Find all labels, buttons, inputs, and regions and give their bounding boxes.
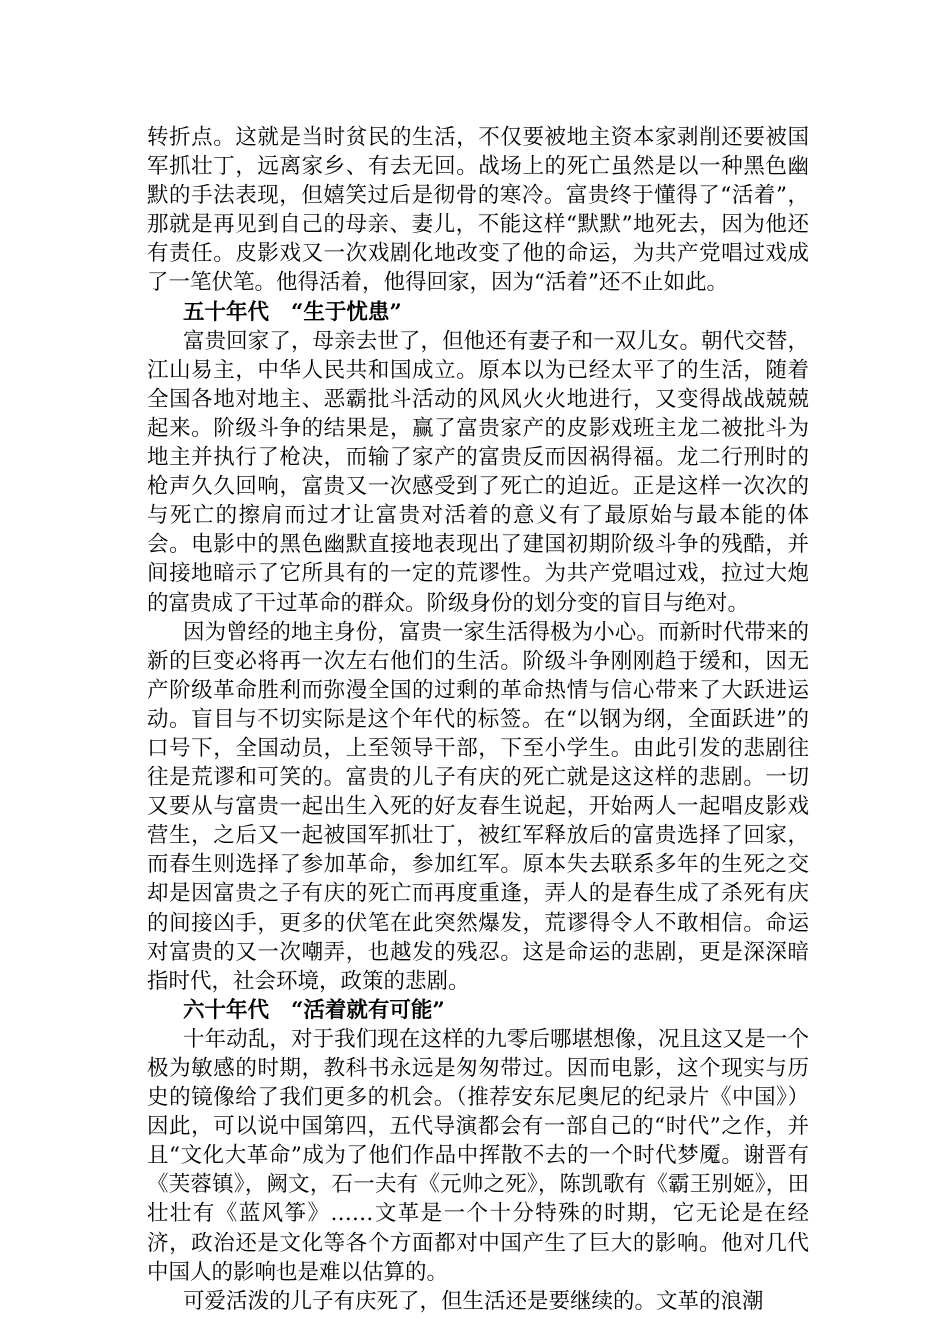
heading-decade: 六十年代 — [183, 997, 270, 1023]
heading-decade: 五十年代 — [183, 299, 270, 325]
paragraph: 富贵回家了，母亲去世了，但他还有妻子和一双儿女。朝代交替，江山易主，中华人民共和国成立。原本以为已经太平了的生活，随着全国各地对地主、恶霸批斗活动的风风火火地进行，又变得战战兢兢起来。阶级斗争的结果是，赢了富贵家产的皮影戏班主龙二被批斗为地主并执行了枪决，而输了家产的富贵反而因祸得福。龙二行刑时的枪声久久回响，富贵又一次感受到了死亡的迫近。正是这样一次次的与死亡的擦肩而过才让富贵对活着的意义有了最原始与最本能的体会。电影中的黑色幽默直接地表现出了建国初期阶级斗争的残酷，并间接地暗示了它所具有的一定的荒谬性。为共产党唱过戏，拉过大炮的富贵成了干过革命的群众。阶级身份的划分变的盲目与绝对。 — [147, 328, 809, 616]
section-heading-sixties — [147, 996, 809, 1025]
paragraph: 十年动乱，对于我们现在这样的九零后哪堪想像，况且这又是一个极为敏感的时期，教科书永远是匆匆带过。因而电影，这个现实与历史的镜像给了我们更多的机会。（推荐安东尼奥尼的纪录片《中国》）因此，可以说中国第四，五代导演都会有一部自己的“时代”之作，并且“文化大革命”成为了他们作品中挥散不去的一个时代梦魇。谢晋有《芙蓉镇》，阙文，石一夫有《元帅之死》，陈凯歌有《霸王别姬》，田壮壮有《蓝风筝》……文革是一个十分特殊的时期，它无论是在经济，政治还是文化等各个方面都对中国产生了巨大的影响。他对几代中国人的影响也是难以估算的。 — [147, 1026, 809, 1285]
heading-title: “生于忧患” — [291, 299, 402, 325]
document-page — [147, 123, 809, 1316]
paragraph-continuation: 转折点。这就是当时贫民的生活，不仅要被地主资本家剥削还要被国军抓壮丁，远离家乡、有去无回。战场上的死亡虽然是以一种黑色幽默的手法表现，但嬉笑过后是彻骨的寒冷。富贵终于懂得了“活着”，那就是再见到自己的母亲、妻儿，不能这样“默默”地死去，因为他还有责任。皮影戏又一次戏剧化地改变了他的命运，为共产党唱过戏成了一笔伏笔。他得活着，他得回家，因为“活着”还不止如此。 — [147, 125, 809, 296]
heading-title: “活着就有可能” — [291, 997, 445, 1023]
paragraph: 可爱活泼的儿子有庆死了，但生活还是要继续的。文革的浪潮 — [183, 1288, 764, 1314]
paragraph: 因为曾经的地主身份，富贵一家生活得极为小心。而新时代带来的新的巨变必将再一次左右他们的生活。阶级斗争刚刚趋于缓和，因无产阶级革命胜利而弥漫全国的过剩的革命热情与信心带来了大跃进运动。盲目与不切实际是这个年代的标签。在“以钢为纲，全面跃进”的口号下，全国动员，上至领导干部，下至小学生。由此引发的悲剧往往是荒谬和可笑的。富贵的儿子有庆的死亡就是这这样的悲剧。一切又要从与富贵一起出生入死的好友春生说起，开始两人一起唱皮影戏营生，之后又一起被国军抓壮丁，被红军释放后的富贵选择了回家，而春生则选择了参加革命，参加红军。原本失去联系多年的生死之交却是因富贵之子有庆的死亡而再度重逢，弄人的是春生成了杀死有庆的间接凶手，更多的伏笔在此突然爆发，荒谬得令人不敢相信。命运对富贵的又一次嘲弄，也越发的残忍。这是命运的悲剧，更是深深暗指时代，社会环境，政策的悲剧。 — [147, 619, 809, 994]
section-heading-fifties — [147, 298, 809, 327]
